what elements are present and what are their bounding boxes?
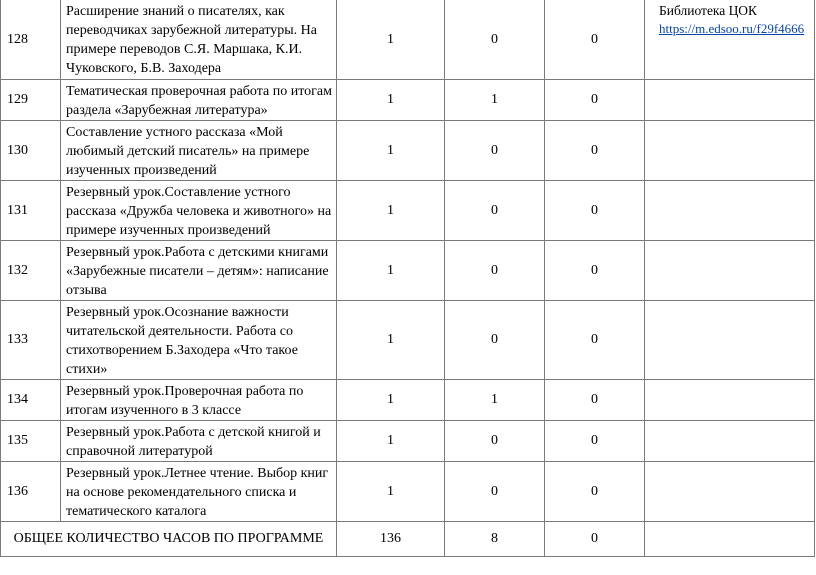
lesson-number: 133 [1,300,61,379]
lesson-resource [645,420,815,461]
table-row [1,300,815,379]
lesson-practice: 0 [545,79,645,120]
lesson-number: 131 [1,180,61,240]
lesson-hours: 1 [337,300,445,379]
lesson-practice: 0 [545,420,645,461]
lesson-topic: Резервный урок.Осознание важности читательской деятельности. Работа со стихотворением Б.Заходера «Что такое стихи» [61,300,337,379]
lesson-resource [645,79,815,120]
lesson-resource [645,0,815,79]
lesson-topic: Тематическая проверочная работа по итогам раздела «Зарубежная литература» [61,79,337,120]
lesson-hours: 1 [337,0,445,79]
lesson-topic: Резервный урок.Работа с детской книгой и справочной литературой [61,420,337,461]
table-row [1,0,815,79]
lesson-tests: 1 [445,379,545,420]
total-practice: 0 [545,521,645,556]
lesson-topic: Резервный урок.Составление устного рассказа «Дружба человека и животного» на примере изученных произведений [61,180,337,240]
total-resource [645,521,815,556]
lesson-practice: 0 [545,0,645,79]
lesson-tests: 0 [445,240,545,300]
lesson-number: 132 [1,240,61,300]
lesson-topic: Резервный урок.Летнее чтение. Выбор книг на основе рекомендательного списка и тематического каталога [61,461,337,521]
lesson-number: 136 [1,461,61,521]
total-label: ОБЩЕЕ КОЛИЧЕСТВО ЧАСОВ ПО ПРОГРАММЕ [1,521,337,556]
total-hours: 136 [337,521,445,556]
lesson-tests: 0 [445,420,545,461]
table-row [1,420,815,461]
table-row [1,461,815,521]
lesson-topic: Резервный урок.Проверочная работа по итогам изученного в 3 классе [61,379,337,420]
table-row [1,240,815,300]
lesson-resource [645,379,815,420]
lesson-tests: 0 [445,180,545,240]
lesson-number: 128 [1,0,61,79]
lesson-tests: 0 [445,300,545,379]
lesson-practice: 0 [545,461,645,521]
lesson-hours: 1 [337,420,445,461]
lesson-hours: 1 [337,79,445,120]
lesson-resource [645,120,815,180]
lesson-hours: 1 [337,461,445,521]
lesson-number: 134 [1,379,61,420]
lesson-practice: 0 [545,240,645,300]
table-row [1,180,815,240]
lesson-resource [645,240,815,300]
lesson-practice: 0 [545,300,645,379]
table-row [1,379,815,420]
resource-title: Библиотека ЦОК [659,3,757,18]
total-tests: 8 [445,521,545,556]
lesson-practice: 0 [545,379,645,420]
lesson-topic: Расширение знаний о писателях, как переводчиках зарубежной литературы. На примере переводов С.Я. Маршака, К.И. Чуковского, Б.В. Заходера [61,0,337,79]
lesson-practice: 0 [545,120,645,180]
lesson-hours: 1 [337,120,445,180]
resource-link[interactable]: https://m.edsoo.ru/f29f4666 [659,21,805,36]
lesson-practice: 0 [545,180,645,240]
lesson-topic: Составление устного рассказа «Мой любимый детский писатель» на примере изученных произведений [61,120,337,180]
lesson-tests: 0 [445,120,545,180]
table-row [1,79,815,120]
total-row [1,521,815,556]
table-row [1,120,815,180]
lesson-tests: 0 [445,461,545,521]
lesson-number: 129 [1,79,61,120]
lesson-resource [645,461,815,521]
lesson-number: 135 [1,420,61,461]
lesson-topic: Резервный урок.Работа с детскими книгами «Зарубежные писатели – детям»: написание отзыва [61,240,337,300]
lesson-resource [645,300,815,379]
lesson-resource [645,180,815,240]
lesson-tests: 1 [445,79,545,120]
lesson-number: 130 [1,120,61,180]
lesson-hours: 1 [337,180,445,240]
lesson-tests: 0 [445,0,545,79]
lesson-hours: 1 [337,240,445,300]
lesson-hours: 1 [337,379,445,420]
